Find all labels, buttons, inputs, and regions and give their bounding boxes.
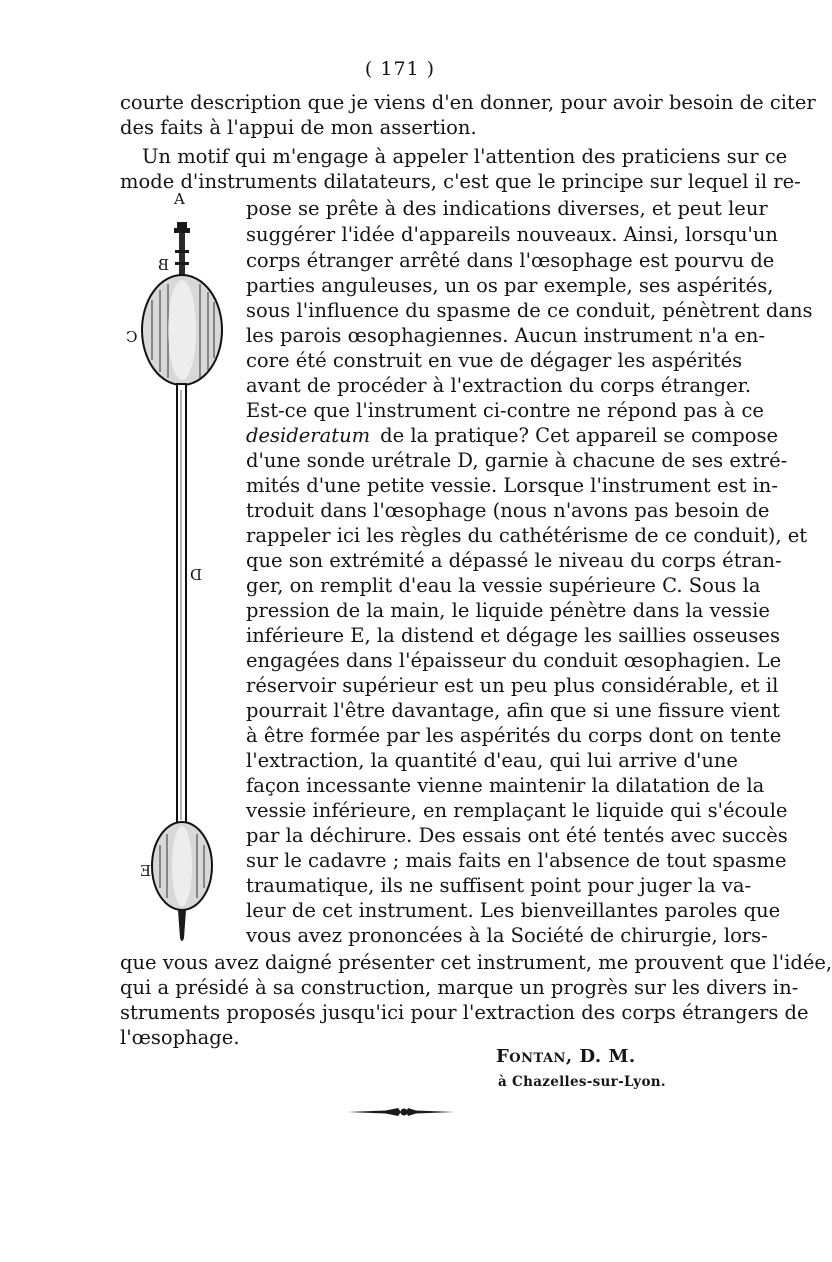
lower-bladder-highlight: [172, 826, 192, 906]
text-line: de la pratique? Cet appareil se compose: [380, 424, 779, 447]
text-line: mode d'instruments dilatateurs, c'est que le principe sur lequel il re-: [120, 170, 801, 193]
instrument-ring: [175, 262, 189, 265]
text-line: que son extrémité a dépassé le niveau du corps étran-: [246, 549, 782, 572]
text-line: l'extraction, la quantité d'eau, qui lui arrive d'une: [246, 749, 738, 772]
text-line: avant de procéder à l'extraction du corps étranger.: [246, 374, 752, 397]
text-line: struments proposés jusqu'ici pour l'extraction des corps étrangers de: [120, 1001, 809, 1024]
text-line: inférieure E, la distend et dégage les saillies osseuses: [246, 624, 780, 647]
text-line: core été construit en vue de dégager les aspérités: [246, 349, 743, 372]
author-signature: Fontan, D. M.: [496, 1046, 636, 1067]
figure-label-a: A: [174, 190, 185, 208]
instrument-illustration: [0, 0, 240, 960]
text-line: vessie inférieure, en remplaçant le liquide qui s'écoule: [246, 799, 788, 822]
text-line: engagées dans l'épaisseur du conduit œsophagien. Le: [246, 649, 782, 672]
text-line: des faits à l'appui de mon assertion.: [120, 116, 477, 139]
text-line: qui a présidé à sa construction, marque un progrès sur les divers in-: [120, 976, 799, 999]
figure-label-e: E: [140, 862, 151, 880]
text-line: vous avez prononcées à la Société de chirurgie, lors-: [246, 924, 768, 947]
text-line: suggérer l'idée d'appareils nouveaux. Ainsi, lorsqu'un: [246, 223, 778, 246]
text-line: sur le cadavre ; mais faits en l'absence de tout spasme: [246, 849, 787, 872]
text-line: réservoir supérieur est un peu plus considérable, et il: [246, 674, 779, 697]
instrument-cap: [174, 228, 190, 233]
end-ornament: [346, 1104, 456, 1120]
text-line: Un motif qui m'engage à appeler l'attention des praticiens sur ce: [142, 145, 788, 168]
text-line: par la déchirure. Des essais ont été tentés avec succès: [246, 824, 788, 847]
text-line: leur de cet instrument. Les bienveillantes paroles que: [246, 899, 781, 922]
text-line: rappeler ici les règles du cathétérisme de ce conduit), et: [246, 524, 808, 547]
text-line: pression de la main, le liquide pénètre dans la vessie: [246, 599, 770, 622]
text-line: pose se prête à des indications diverses, et peut leur: [246, 197, 768, 220]
text-line: les parois œsophagiennes. Aucun instrument n'a en-: [246, 324, 766, 347]
instrument-tip: [177, 222, 187, 228]
text-line: sous l'influence du spasme de ce conduit, pénètrent dans: [246, 299, 813, 322]
text-line: pourrait l'être davantage, afin que si une fissure vient: [246, 699, 780, 722]
text-line: à être formée par les aspérités du corps dont on tente: [246, 724, 782, 747]
text-line: troduit dans l'œsophage (nous n'avons pas besoin de: [246, 499, 770, 522]
text-line: façon incessante vienne maintenir la dilatation de la: [246, 774, 765, 797]
text-line: courte description que je viens d'en donner, pour avoir besoin de citer: [120, 91, 816, 114]
figure-label-c: C: [126, 328, 138, 346]
author-location: à Chazelles-sur-Lyon.: [498, 1074, 666, 1090]
page-number: ( 171 ): [364, 58, 436, 80]
italic-term: desideratum: [246, 424, 371, 447]
text-line: corps étranger arrêté dans l'œsophage est pourvu de: [246, 249, 775, 272]
instrument-ring: [175, 250, 189, 253]
text-line: mités d'une petite vessie. Lorsque l'instrument est in-: [246, 474, 778, 497]
figure-label-d: D: [190, 566, 203, 584]
text-line: traumatique, ils ne suffisent point pour juger la va-: [246, 874, 752, 897]
upper-bladder-highlight: [168, 280, 196, 380]
text-line: ger, on remplit d'eau la vessie supérieure C. Sous la: [246, 574, 761, 597]
text-line: Est-ce que l'instrument ci-contre ne répond pas à ce: [246, 399, 764, 422]
text-line: que vous avez daigné présenter cet instrument, me prouvent que l'idée,: [120, 951, 832, 974]
text-line: parties anguleuses, un os par exemple, ses aspérités,: [246, 274, 774, 297]
figure-label-b: B: [158, 256, 170, 274]
instrument-bottom-tip: [178, 910, 186, 941]
text-line: l'œsophage.: [120, 1026, 240, 1049]
text-line-with-term: [246, 423, 779, 448]
text-line: d'une sonde urétrale D, garnie à chacune de ses extré-: [246, 449, 788, 472]
